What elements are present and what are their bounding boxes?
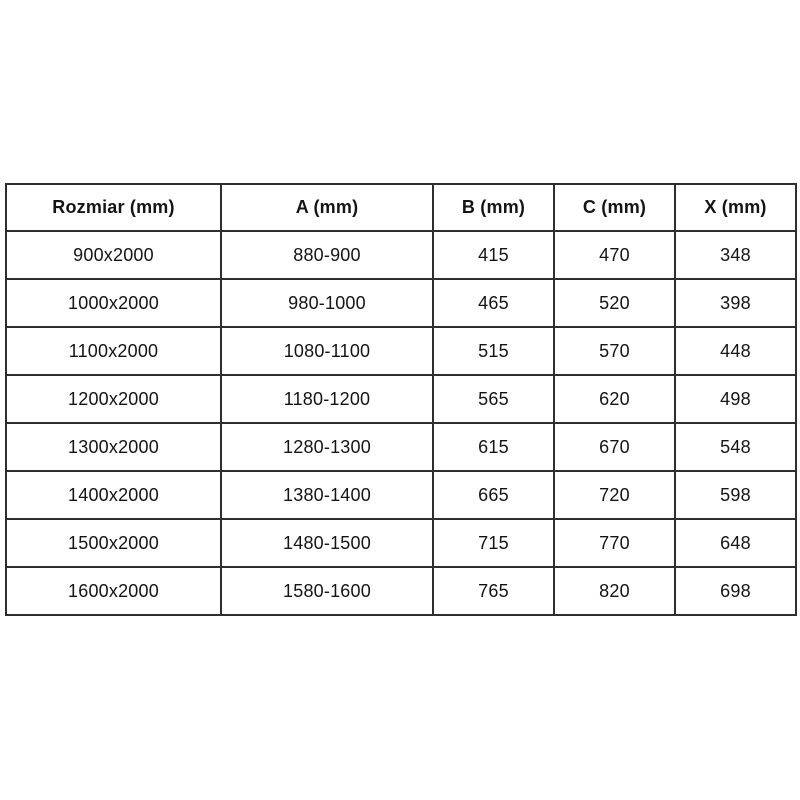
size-cell: 900x2000 [6, 231, 221, 279]
b-cell: 415 [433, 231, 554, 279]
c-cell: 720 [554, 471, 675, 519]
size-cell: 1100x2000 [6, 327, 221, 375]
size-cell: 1500x2000 [6, 519, 221, 567]
column-header-rozmiar: Rozmiar (mm) [6, 184, 221, 231]
a-cell: 880-900 [221, 231, 433, 279]
x-cell: 498 [675, 375, 796, 423]
table-row [6, 375, 796, 423]
table-row [6, 231, 796, 279]
x-cell: 398 [675, 279, 796, 327]
b-cell: 515 [433, 327, 554, 375]
table-header-row [6, 184, 796, 231]
size-cell: 1000x2000 [6, 279, 221, 327]
column-header-c: C (mm) [554, 184, 675, 231]
c-cell: 820 [554, 567, 675, 615]
c-cell: 770 [554, 519, 675, 567]
b-cell: 565 [433, 375, 554, 423]
a-cell: 1080-1100 [221, 327, 433, 375]
table-row [6, 279, 796, 327]
size-cell: 1300x2000 [6, 423, 221, 471]
a-cell: 1280-1300 [221, 423, 433, 471]
x-cell: 698 [675, 567, 796, 615]
table-row [6, 327, 796, 375]
x-cell: 598 [675, 471, 796, 519]
a-cell: 1480-1500 [221, 519, 433, 567]
c-cell: 670 [554, 423, 675, 471]
table-row [6, 519, 796, 567]
a-cell: 980-1000 [221, 279, 433, 327]
c-cell: 620 [554, 375, 675, 423]
size-cell: 1600x2000 [6, 567, 221, 615]
table-row [6, 423, 796, 471]
column-header-b: B (mm) [433, 184, 554, 231]
column-header-a: A (mm) [221, 184, 433, 231]
x-cell: 648 [675, 519, 796, 567]
size-cell: 1200x2000 [6, 375, 221, 423]
b-cell: 665 [433, 471, 554, 519]
a-cell: 1580-1600 [221, 567, 433, 615]
table-row [6, 567, 796, 615]
x-cell: 448 [675, 327, 796, 375]
b-cell: 765 [433, 567, 554, 615]
c-cell: 570 [554, 327, 675, 375]
table-row [6, 471, 796, 519]
column-header-x: X (mm) [675, 184, 796, 231]
b-cell: 615 [433, 423, 554, 471]
c-cell: 520 [554, 279, 675, 327]
size-dimensions-table [5, 183, 797, 616]
b-cell: 715 [433, 519, 554, 567]
a-cell: 1180-1200 [221, 375, 433, 423]
c-cell: 470 [554, 231, 675, 279]
x-cell: 348 [675, 231, 796, 279]
a-cell: 1380-1400 [221, 471, 433, 519]
size-cell: 1400x2000 [6, 471, 221, 519]
x-cell: 548 [675, 423, 796, 471]
b-cell: 465 [433, 279, 554, 327]
